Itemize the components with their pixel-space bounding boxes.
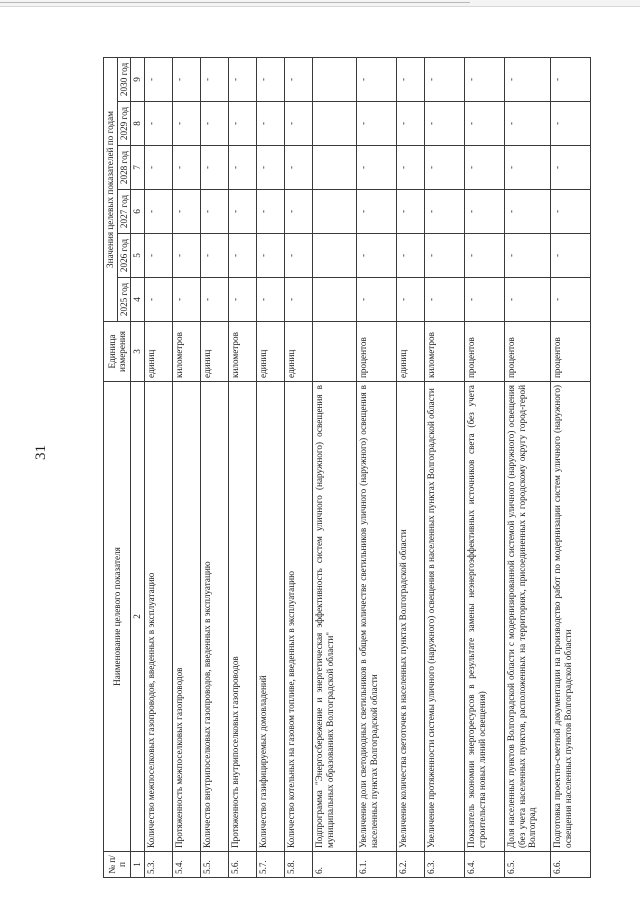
row-value: -: [551, 146, 591, 190]
row-value: -: [229, 190, 257, 234]
row-value: -: [145, 190, 173, 234]
row-value: -: [201, 190, 229, 234]
header-year: 2029 год: [117, 102, 131, 146]
header-unit: Единица измерения: [104, 322, 131, 382]
row-name: Количество котельных на газовом топливе, введенных в эксплуатацию: [285, 382, 313, 852]
row-number: 6.6.: [551, 852, 591, 878]
row-unit: [313, 322, 357, 382]
row-unit: километров: [229, 322, 257, 382]
row-value: [313, 146, 357, 190]
row-number: 6.3.: [425, 852, 465, 878]
row-value: -: [285, 234, 313, 278]
table-row: [505, 57, 551, 877]
row-value: -: [551, 234, 591, 278]
header-year: 2025 год: [117, 278, 131, 322]
table-row: [229, 57, 257, 877]
row-value: -: [425, 102, 465, 146]
table-row: [145, 57, 173, 877]
row-value: -: [505, 190, 551, 234]
row-name: Увеличение количества светоточек в населенных пунктах Волгоградской области: [397, 382, 425, 852]
row-value: -: [257, 234, 285, 278]
row-value: -: [257, 146, 285, 190]
row-number: 5.6.: [229, 852, 257, 878]
row-value: -: [397, 102, 425, 146]
table-row: [285, 57, 313, 877]
row-name: Подпрограмма "Энергосбережение и энергетическая эффективность систем уличного (наружного) освещения в муниципальных образованиях Волгоградской области": [313, 382, 357, 852]
row-value: -: [465, 234, 505, 278]
row-value: -: [425, 146, 465, 190]
row-value: -: [257, 102, 285, 146]
row-value: -: [425, 190, 465, 234]
row-value: -: [465, 278, 505, 322]
row-value: -: [505, 278, 551, 322]
row-value: [313, 234, 357, 278]
row-value: -: [201, 234, 229, 278]
row-value: -: [229, 146, 257, 190]
row-value: -: [257, 57, 285, 101]
table-row: [201, 57, 229, 877]
row-value: -: [285, 57, 313, 101]
row-value: -: [465, 102, 505, 146]
row-unit: процентов: [357, 322, 397, 382]
row-value: -: [357, 57, 397, 101]
row-value: [313, 102, 357, 146]
row-value: -: [173, 57, 201, 101]
row-value: -: [145, 102, 173, 146]
table-body: [145, 57, 591, 877]
row-value: -: [229, 278, 257, 322]
table-row: [257, 57, 285, 877]
row-value: -: [505, 57, 551, 101]
table-row: [425, 57, 465, 877]
row-name: Увеличение протяженности системы уличного (наружного) освещения в населенных пунктах Волгоградской области: [425, 382, 465, 852]
col-number: 5: [131, 234, 145, 278]
row-number: 5.7.: [257, 852, 285, 878]
row-name: Протяженность межпоселковых газопроводов: [173, 382, 201, 852]
row-value: -: [551, 102, 591, 146]
row-unit: процентов: [465, 322, 505, 382]
row-value: -: [285, 146, 313, 190]
row-value: -: [425, 57, 465, 101]
row-value: -: [201, 57, 229, 101]
table-row: [551, 57, 591, 877]
row-number: 5.4.: [173, 852, 201, 878]
row-number: 6.4.: [465, 852, 505, 878]
row-value: -: [173, 190, 201, 234]
row-unit: единиц: [201, 322, 229, 382]
header-row-col-numbers: [131, 57, 145, 877]
row-value: -: [357, 234, 397, 278]
row-name: Количество межпоселковых газопроводов, введенных в эксплуатацию: [145, 382, 173, 852]
row-unit: единиц: [285, 322, 313, 382]
row-value: -: [229, 234, 257, 278]
indicators-table: [103, 57, 591, 878]
page-number: 31: [33, 445, 49, 460]
row-value: -: [505, 146, 551, 190]
col-number: 1: [131, 852, 145, 878]
row-value: -: [201, 278, 229, 322]
row-value: -: [551, 190, 591, 234]
col-number: 8: [131, 102, 145, 146]
col-number: 3: [131, 322, 145, 382]
row-value: -: [173, 146, 201, 190]
row-name: Подготовка проектно-сметной документации на производство работ по модернизации систем уличного (наружного) освещения населенных пунктов Волгоградской области: [551, 382, 591, 852]
row-unit: единиц: [145, 322, 173, 382]
row-value: -: [201, 146, 229, 190]
row-name: Доля населенных пунктов Волгоградской области с модернизированной системой уличного (наружного) освещения (без учета населенных пунктов, расположенных на территориях, присоединенных к городскому округу город-герой Волгоград: [505, 382, 551, 852]
row-number: 5.8.: [285, 852, 313, 878]
row-unit: процентов: [505, 322, 551, 382]
rotated-table-wrapper: [103, 58, 591, 878]
row-number: 6.5.: [505, 852, 551, 878]
row-value: -: [465, 146, 505, 190]
row-value: -: [173, 278, 201, 322]
row-value: -: [285, 190, 313, 234]
row-number: 6.2.: [397, 852, 425, 878]
row-value: -: [357, 278, 397, 322]
table-row: [173, 57, 201, 877]
row-value: -: [397, 190, 425, 234]
row-value: -: [425, 234, 465, 278]
header-values: Значения целевых показателей по годам: [104, 57, 118, 321]
row-value: -: [397, 278, 425, 322]
row-value: -: [173, 102, 201, 146]
row-number: 5.5.: [201, 852, 229, 878]
header-num: № п/п: [104, 852, 131, 878]
page-top-line: [0, 2, 470, 3]
row-value: -: [257, 278, 285, 322]
col-number: 7: [131, 146, 145, 190]
row-value: [313, 278, 357, 322]
row-value: -: [201, 102, 229, 146]
col-number: 6: [131, 190, 145, 234]
row-value: -: [229, 57, 257, 101]
row-value: -: [285, 102, 313, 146]
row-value: -: [397, 146, 425, 190]
table-row: [357, 57, 397, 877]
row-value: -: [357, 190, 397, 234]
row-value: -: [145, 278, 173, 322]
row-value: -: [505, 234, 551, 278]
row-value: -: [173, 234, 201, 278]
table-row: [465, 57, 505, 877]
row-value: -: [465, 190, 505, 234]
header-year: 2030 год: [117, 57, 131, 101]
row-value: -: [357, 146, 397, 190]
row-unit: километров: [425, 322, 465, 382]
row-value: -: [145, 57, 173, 101]
header-year: 2026 год: [117, 234, 131, 278]
row-name: Протяженность внутрипоселковых газопроводов: [229, 382, 257, 852]
row-value: -: [145, 146, 173, 190]
row-name: Количество внутрипоселковых газопроводов, введенных в эксплуатацию: [201, 382, 229, 852]
row-value: -: [357, 102, 397, 146]
row-value: -: [145, 234, 173, 278]
row-name: Показатель экономии энергоресурсов в результате замены неэнергоэффективных источников света (без учета строительства новых линий освещения): [465, 382, 505, 852]
table-row: [397, 57, 425, 877]
row-number: 6.1.: [357, 852, 397, 878]
row-value: -: [397, 234, 425, 278]
row-number: 5.3.: [145, 852, 173, 878]
row-name: Количество газифицируемых домовладений: [257, 382, 285, 852]
row-name: Увеличение доли светодиодных светильников в общем количестве светильников уличного (наружного) освещения в населенных пунктах Волгоградской области: [357, 382, 397, 852]
header-name: Наименование целевого показателя: [104, 382, 131, 852]
row-unit: километров: [173, 322, 201, 382]
col-number: 9: [131, 57, 145, 101]
row-value: -: [425, 278, 465, 322]
table-row: [313, 57, 357, 877]
row-value: -: [229, 102, 257, 146]
row-value: -: [551, 278, 591, 322]
header-year: 2028 год: [117, 146, 131, 190]
row-value: [313, 57, 357, 101]
row-value: -: [551, 57, 591, 101]
header-row-1: [104, 57, 118, 877]
row-value: -: [505, 102, 551, 146]
row-value: -: [465, 57, 505, 101]
header-year: 2027 год: [117, 190, 131, 234]
col-number: 2: [131, 382, 145, 852]
row-number: 6.: [313, 852, 357, 878]
row-unit: процентов: [551, 322, 591, 382]
row-value: -: [285, 278, 313, 322]
row-value: -: [397, 57, 425, 101]
row-value: [313, 190, 357, 234]
row-unit: единиц: [397, 322, 425, 382]
row-value: -: [257, 190, 285, 234]
col-number: 4: [131, 278, 145, 322]
row-unit: единиц: [257, 322, 285, 382]
